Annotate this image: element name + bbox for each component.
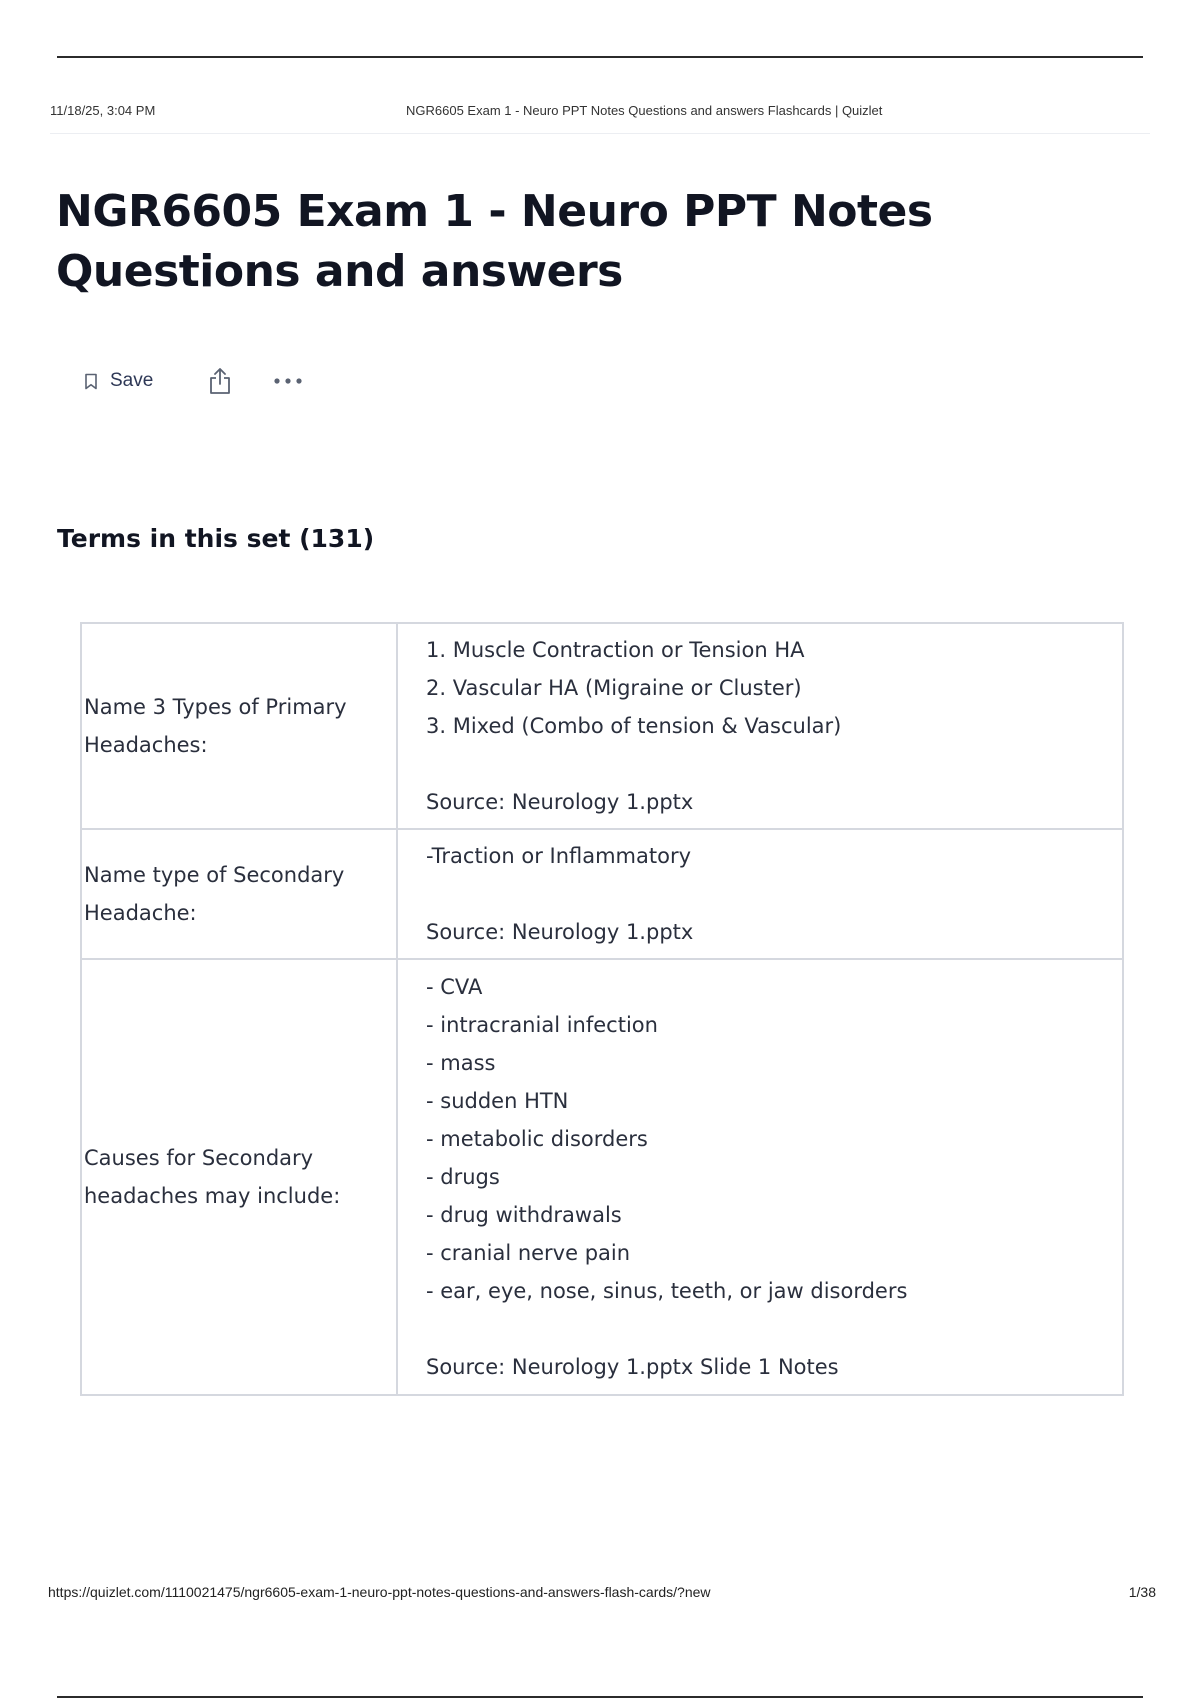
definition-line <box>426 875 1102 913</box>
definition-cell <box>397 623 1123 829</box>
bottom-page-rule <box>57 1696 1143 1698</box>
definition-line: - metabolic disorders <box>426 1127 648 1151</box>
definition-line <box>426 745 1102 783</box>
print-datetime: 11/18/25, 3:04 PM <box>50 103 156 118</box>
bookmark-icon <box>84 373 98 390</box>
page-url[interactable]: https://quizlet.com/1110021475/ngr6605-exam-1-neuro-ppt-notes-questions-and-answers-flash-cards/?new <box>48 1584 711 1600</box>
definition-line <box>426 1310 1102 1348</box>
terms-table <box>80 622 1124 1396</box>
terms-heading: Terms in this set (131) <box>57 524 375 553</box>
definition-line: - drug withdrawals <box>426 1203 622 1227</box>
save-button[interactable] <box>84 370 153 392</box>
definition-line: - CVA <box>426 975 483 999</box>
definition-line: 2. Vascular HA (Migraine or Cluster) <box>426 676 802 700</box>
action-bar <box>84 366 303 396</box>
save-label: Save <box>110 370 154 391</box>
definition-line: 1. Muscle Contraction or Tension HA <box>426 638 805 662</box>
definition-cell <box>397 829 1123 959</box>
definition-line: - mass <box>426 1051 496 1075</box>
term-cell: Causes for Secondary headaches may include: <box>81 959 397 1395</box>
definition-line: - sudden HTN <box>426 1089 569 1113</box>
definition-source: Source: Neurology 1.pptx Slide 1 Notes <box>426 1355 839 1379</box>
term-row <box>81 829 1123 959</box>
page-title: NGR6605 Exam 1 - Neuro PPT Notes Questions and answers <box>56 186 933 297</box>
definition-line: -Traction or Inflammatory <box>426 844 692 868</box>
term-row <box>81 623 1123 829</box>
page-number: 1/38 <box>1128 1584 1156 1600</box>
term-cell: Name 3 Types of Primary Headaches: <box>81 623 397 829</box>
definition-line: - intracranial infection <box>426 1013 658 1037</box>
definition-source: Source: Neurology 1.pptx <box>426 790 694 814</box>
definition-source: Source: Neurology 1.pptx <box>426 920 694 944</box>
print-header <box>50 103 1150 134</box>
definition-line: - ear, eye, nose, sinus, teeth, or jaw disorders <box>426 1279 908 1303</box>
top-page-rule <box>57 56 1143 58</box>
definition-cell <box>397 959 1123 1395</box>
print-page-title: NGR6605 Exam 1 - Neuro PPT Notes Questions and answers Flashcards | Quizlet <box>406 103 883 118</box>
more-icon <box>273 377 303 385</box>
term-cell: Name type of Secondary Headache: <box>81 829 397 959</box>
more-options-button[interactable] <box>273 377 303 385</box>
definition-line: 3. Mixed (Combo of tension & Vascular) <box>426 714 842 738</box>
definition-line: - cranial nerve pain <box>426 1241 631 1265</box>
definition-line: - drugs <box>426 1165 500 1189</box>
share-button[interactable] <box>207 367 233 395</box>
term-row <box>81 959 1123 1395</box>
share-icon <box>207 367 233 395</box>
